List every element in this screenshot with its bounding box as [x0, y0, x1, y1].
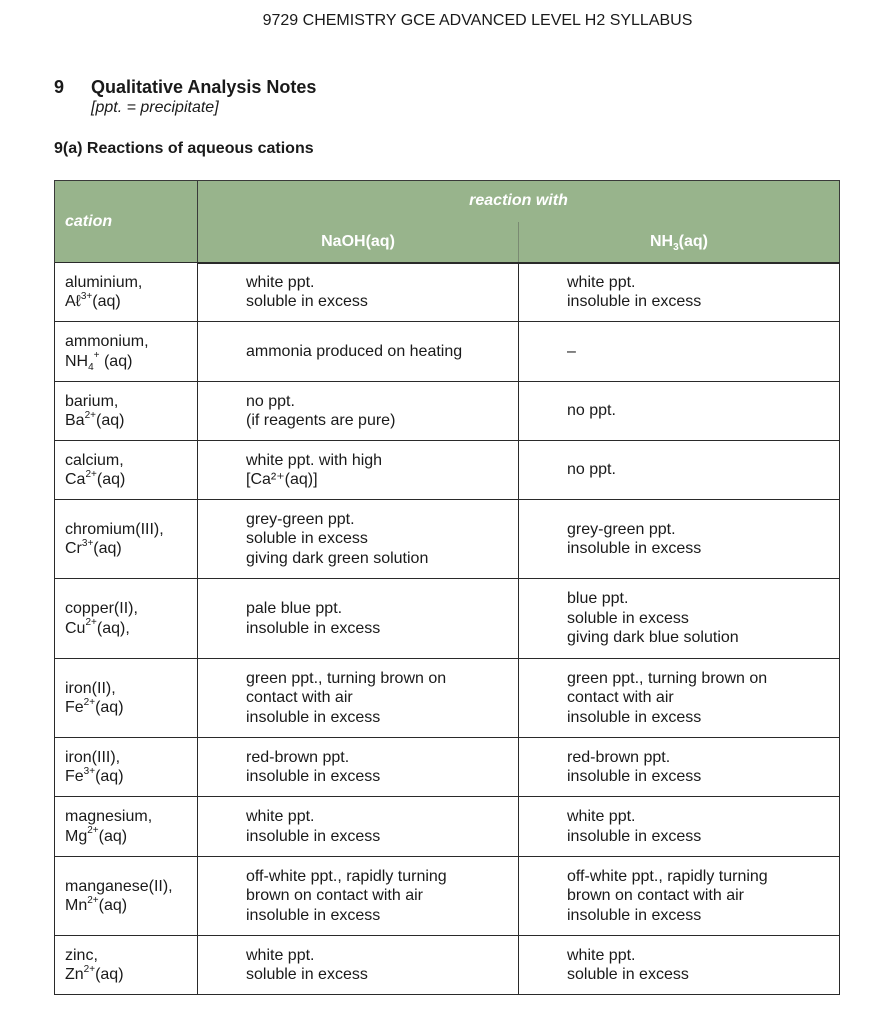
naoh-reaction-cell — [198, 322, 519, 382]
cation-name: aluminium, — [65, 273, 143, 291]
cation-cell — [55, 441, 198, 500]
cation-cell — [55, 797, 198, 857]
reaction-line: soluble in excess — [246, 530, 368, 548]
reaction-line: insoluble in excess — [567, 827, 702, 845]
cation-name: manganese(II), — [65, 877, 173, 895]
nh3-reaction-cell — [519, 441, 840, 500]
reaction-line: green ppt., turning brown on — [246, 669, 447, 687]
naoh-reaction-cell — [198, 500, 519, 579]
naoh-reaction-cell — [198, 857, 519, 936]
reaction-line: no ppt. — [246, 392, 295, 410]
reaction-line: insoluble in excess — [567, 768, 702, 785]
cation-name: iron(III), — [65, 748, 121, 766]
reaction-line: white ppt. — [567, 808, 636, 825]
reaction-line: soluble in excess — [246, 966, 368, 983]
cation-cell — [55, 936, 198, 995]
cation-name: copper(II), — [65, 600, 138, 617]
reaction-line: – — [567, 342, 576, 360]
reaction-line: ammonia produced on heating — [246, 342, 463, 360]
reaction-line: white ppt. — [567, 273, 636, 291]
table-row-1 — [55, 322, 840, 382]
reaction-line: contact with air — [567, 689, 674, 707]
naoh-reaction-cell — [198, 738, 519, 797]
subsection-heading: 9(a) Reactions of aqueous cations — [54, 140, 314, 157]
reaction-line: white ppt. — [246, 946, 315, 964]
cation-name: iron(II), — [65, 679, 116, 697]
reaction-line: off-white ppt., rapidly turning — [246, 867, 447, 885]
nh3-reaction-cell — [519, 659, 840, 738]
ion-formula: $NH_4^+$ (aq) — [65, 350, 133, 373]
table-row-4 — [55, 500, 840, 579]
naoh-reaction-cell — [198, 382, 519, 441]
table-row-6 — [55, 659, 840, 738]
ion-formula: $Fe^{2+}(aq)$ — [65, 696, 124, 716]
reaction-line: red-brown ppt. — [567, 748, 671, 766]
reaction-line: grey-green ppt. — [246, 510, 355, 528]
cation-name: zinc, — [65, 946, 98, 964]
reaction-line: insoluble in excess — [246, 906, 381, 924]
table-row-3 — [55, 441, 840, 500]
column-header-cation: cation — [55, 181, 198, 263]
nh3-reaction-cell — [519, 579, 840, 659]
cation-name: chromium(III), — [65, 520, 164, 538]
reaction-line: [Ca²⁺(aq)] — [246, 471, 318, 488]
reaction-line: no ppt. — [567, 402, 616, 420]
naoh-reaction-cell — [198, 579, 519, 659]
column-header-reaction-with: reaction with — [198, 181, 840, 222]
cation-cell — [55, 382, 198, 441]
reaction-line: soluble in excess — [246, 293, 368, 311]
ion-formula: $Mn^{2+}(aq)$ — [65, 894, 128, 914]
table-row-2 — [55, 382, 840, 441]
cation-cell — [55, 659, 198, 738]
reaction-line: blue ppt. — [567, 590, 629, 608]
table-row-7 — [55, 738, 840, 797]
reaction-line: white ppt. — [246, 808, 315, 825]
reaction-line: grey-green ppt. — [567, 520, 676, 538]
ion-formula: $Fe^{3+}(aq)$ — [65, 765, 124, 785]
section-heading — [54, 77, 316, 98]
naoh-reaction-cell — [198, 263, 519, 322]
naoh-reaction-cell — [198, 441, 519, 500]
cation-cell — [55, 263, 198, 322]
naoh-reaction-cell — [198, 659, 519, 738]
ion-formula: Aℓ$^{3+}$(aq) — [65, 290, 121, 310]
reaction-line: contact with air — [246, 689, 353, 707]
reaction-line: white ppt. — [567, 946, 636, 964]
table-body — [55, 263, 840, 995]
reaction-line: red-brown ppt. — [246, 748, 350, 766]
reaction-line: brown on contact with air — [567, 887, 744, 905]
nh3-reaction-cell — [519, 500, 840, 579]
nh3-reaction-cell — [519, 382, 840, 441]
table-row-5 — [55, 579, 840, 659]
section-title: Qualitative Analysis Notes — [91, 77, 317, 97]
reaction-line: insoluble in excess — [567, 293, 702, 311]
nh3-reaction-cell — [519, 738, 840, 797]
cation-name: magnesium, — [65, 808, 153, 825]
table-row-9 — [55, 857, 840, 936]
reaction-line: giving dark blue solution — [567, 629, 739, 647]
reaction-line: white ppt. with high — [246, 451, 383, 469]
running-header: 9729 CHEMISTRY GCE ADVANCED LEVEL H2 SYLLABUS — [262, 12, 693, 29]
reaction-line: insoluble in excess — [567, 708, 702, 726]
reaction-line: (if reagents are pure) — [246, 412, 396, 429]
reaction-line: insoluble in excess — [246, 827, 381, 845]
column-header-nh3: $NH_3(aq)$ — [519, 222, 840, 263]
cation-name: barium, — [65, 392, 119, 410]
section-note: [ppt. = precipitate] — [91, 99, 219, 116]
reaction-line: giving dark green solution — [246, 549, 429, 567]
nh3-reaction-cell — [519, 857, 840, 936]
ion-formula: $Ca^{2+}(aq)$ — [65, 468, 126, 488]
reaction-line: insoluble in excess — [246, 619, 381, 637]
cation-cell — [55, 857, 198, 936]
reaction-line: soluble in excess — [567, 966, 689, 983]
cation-name: ammonium, — [65, 333, 149, 350]
cation-name: calcium, — [65, 451, 124, 469]
reaction-line: white ppt. — [246, 273, 315, 291]
reaction-line: insoluble in excess — [246, 768, 381, 785]
ion-formula: $Zn^{2+}(aq)$ — [65, 963, 124, 983]
section-number: 9 — [54, 77, 65, 97]
cation-cell — [55, 500, 198, 579]
reaction-line: brown on contact with air — [246, 887, 423, 905]
nh3-reaction-cell — [519, 263, 840, 322]
table-row-8 — [55, 797, 840, 857]
cation-reactions-table — [54, 180, 840, 995]
reaction-line: insoluble in excess — [246, 708, 381, 726]
reaction-line: pale blue ppt. — [246, 600, 343, 617]
ion-formula: $Cr^{3+}(aq)$ — [65, 537, 122, 557]
table-row-10 — [55, 936, 840, 995]
reaction-line: insoluble in excess — [567, 906, 702, 924]
ion-formula: $Cu^{2+}(aq)$, — [65, 617, 130, 637]
cation-cell — [55, 579, 198, 659]
reaction-line: green ppt., turning brown on — [567, 669, 768, 687]
reaction-line: soluble in excess — [567, 609, 689, 627]
cation-cell — [55, 738, 198, 797]
naoh-reaction-cell — [198, 936, 519, 995]
ion-formula: $Ba^{2+}(aq)$ — [65, 409, 125, 429]
nh3-reaction-cell — [519, 322, 840, 382]
table-row-0 — [55, 263, 840, 322]
column-header-naoh: NaOH(aq) — [198, 222, 519, 263]
nh3-reaction-cell — [519, 797, 840, 857]
nh3-reaction-cell — [519, 936, 840, 995]
reaction-line: no ppt. — [567, 461, 616, 479]
reaction-line: insoluble in excess — [567, 540, 702, 557]
ion-formula: $Mg^{2+}(aq)$ — [65, 825, 128, 845]
cation-cell — [55, 322, 198, 382]
table-header — [55, 181, 840, 263]
reaction-line: off-white ppt., rapidly turning — [567, 867, 768, 885]
naoh-reaction-cell — [198, 797, 519, 857]
